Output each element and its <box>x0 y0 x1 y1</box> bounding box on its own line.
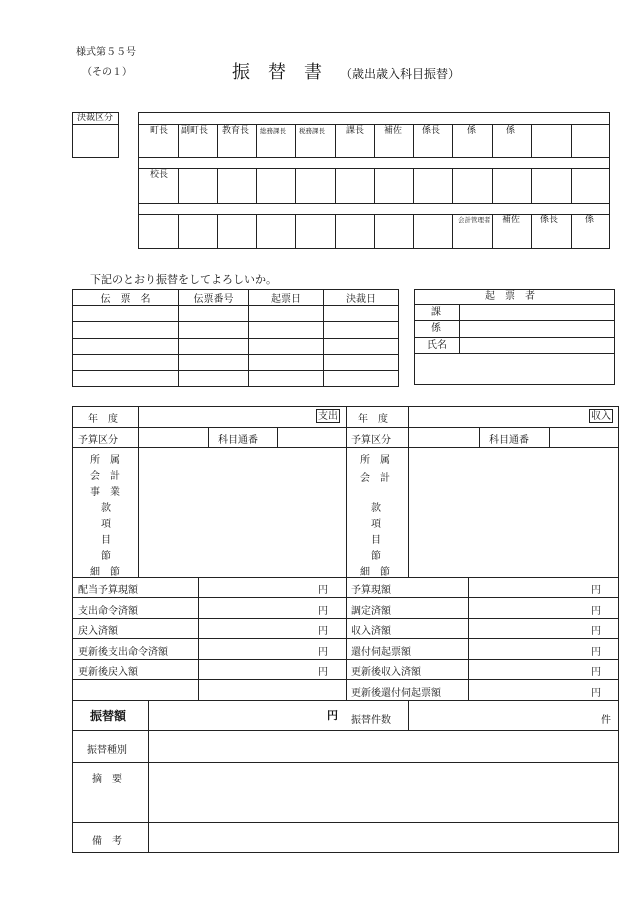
left-nendo-field[interactable] <box>139 407 311 426</box>
voucher-cell[interactable] <box>73 371 179 387</box>
right-item: 節 <box>371 551 381 562</box>
kamoku-tsuban-label: 科目通番 <box>489 435 529 446</box>
left-amount-label: 更新後支出命令済額 <box>78 647 168 658</box>
voucher-cell[interactable] <box>324 306 399 322</box>
right-item: 細 節 <box>360 567 390 578</box>
voucher-cell[interactable] <box>324 355 399 371</box>
voucher-cell[interactable] <box>249 355 324 371</box>
voucher-header: 決裁日 <box>324 290 399 306</box>
nendo-label: 年 度 <box>358 414 388 425</box>
stamp-label: 補佐 <box>502 215 521 225</box>
voucher-table <box>72 289 399 387</box>
furikae-shubetsu-label: 振替種別 <box>87 745 127 756</box>
left-item: 細 節 <box>90 567 120 578</box>
biko-label: 備 考 <box>92 836 122 847</box>
right-account-field[interactable] <box>409 448 618 576</box>
stamp-label: 総務課長 <box>260 127 286 135</box>
furikae-shubetsu-field[interactable] <box>149 731 618 761</box>
issuer-row-label: 課 <box>431 307 441 318</box>
voucher-cell[interactable] <box>73 355 179 371</box>
shunyu-tag: 収入 <box>591 411 611 422</box>
yen-unit: 円 <box>318 585 328 596</box>
form-number: 様式第５５号 <box>76 47 136 58</box>
stamp-label: 教育長 <box>222 126 250 136</box>
furikae-gaku-label: 振替額 <box>90 709 127 723</box>
stamp-label: 町長 <box>150 126 169 136</box>
right-item: 会 計 <box>360 473 390 484</box>
yen-unit: 円 <box>318 626 328 637</box>
yen-unit: 円 <box>318 647 328 658</box>
voucher-cell[interactable] <box>73 306 179 322</box>
voucher-cell[interactable] <box>179 306 249 322</box>
left-yosan-kubun-field[interactable] <box>139 428 207 446</box>
yosan-kubun-label: 予算区分 <box>78 435 118 446</box>
nendo-label: 年 度 <box>88 414 118 425</box>
kamoku-tsuban-label: 科目通番 <box>218 435 258 446</box>
left-amount-label: 配当予算現額 <box>78 585 138 596</box>
voucher-cell[interactable] <box>179 339 249 355</box>
left-item: 目 <box>101 535 111 546</box>
right-amount-label: 還付伺起票額 <box>351 647 411 658</box>
shishutsu-tag: 支出 <box>318 411 338 422</box>
issuer-row-label: 係 <box>431 323 441 334</box>
yen-unit: 円 <box>318 667 328 678</box>
yen-unit: 円 <box>591 585 601 596</box>
right-amount-label: 予算現額 <box>351 585 391 596</box>
voucher-cell[interactable] <box>73 339 179 355</box>
stamp-label: 税務課長 <box>299 127 325 135</box>
right-item: 項 <box>371 519 381 530</box>
yen-unit: 円 <box>591 626 601 637</box>
left-amount-label: 更新後戻入額 <box>78 667 138 678</box>
left-kamoku-tsuban-field[interactable] <box>278 428 345 446</box>
voucher-cell[interactable] <box>324 371 399 387</box>
yosan-kubun-label: 予算区分 <box>351 435 391 446</box>
voucher-cell[interactable] <box>324 339 399 355</box>
left-item: 項 <box>101 519 111 530</box>
stamp-label: 係 <box>585 215 595 225</box>
left-item: 所 属 <box>90 455 120 466</box>
left-amount-label: 支出命令済額 <box>78 606 138 617</box>
left-account-field[interactable] <box>139 448 345 576</box>
right-nendo-field[interactable] <box>409 407 584 426</box>
furikae-kensu-field[interactable] <box>409 701 597 729</box>
tekiyo-field[interactable] <box>149 763 618 821</box>
form-sub: （その１） <box>82 67 132 78</box>
right-amount-label: 収入済額 <box>351 626 391 637</box>
voucher-header: 起票日 <box>249 290 324 306</box>
right-amount-label: 調定済額 <box>351 606 391 617</box>
voucher-cell[interactable] <box>179 322 249 339</box>
intro-text: 下記のとおり振替をしてよろしいか。 <box>90 273 277 286</box>
page-title: 振 替 書 <box>232 62 322 83</box>
voucher-cell[interactable] <box>179 355 249 371</box>
yen-unit: 円 <box>591 606 601 617</box>
stamp-label: 校長 <box>150 170 169 180</box>
yen-unit: 円 <box>327 709 338 722</box>
yen-unit: 円 <box>591 647 601 658</box>
ken-unit: 件 <box>601 715 611 726</box>
stamp-label: 係長 <box>540 215 559 225</box>
voucher-cell[interactable] <box>249 339 324 355</box>
right-item: 所 属 <box>360 455 390 466</box>
stamp-label: 会計管理者 <box>458 216 491 224</box>
right-yosan-kubun-field[interactable] <box>409 428 478 446</box>
voucher-header: 伝 票 名 <box>73 290 179 306</box>
stamp-label: 係 <box>506 126 516 136</box>
right-amount-label: 更新後収入済額 <box>351 667 421 678</box>
left-item: 款 <box>101 503 111 514</box>
stamp-label: 副町長 <box>181 126 209 136</box>
page-subtitle: （歳出歳入科目振替） <box>340 67 461 81</box>
issuer-title: 起 票 者 <box>485 291 535 302</box>
furikae-kensu-label: 振替件数 <box>351 715 391 726</box>
voucher-cell[interactable] <box>249 322 324 339</box>
right-amount-label: 更新後還付伺起票額 <box>351 688 441 699</box>
right-item: 目 <box>371 535 381 546</box>
right-item: 款 <box>371 503 381 514</box>
voucher-cell[interactable] <box>73 322 179 339</box>
biko-field[interactable] <box>149 823 618 852</box>
issuer-row-label: 氏名 <box>427 340 447 351</box>
kessai-kubun-label: 決裁区分 <box>77 113 114 123</box>
stamp-label: 係 <box>467 126 477 136</box>
left-amount-label: 戻入済額 <box>78 626 118 637</box>
left-item: 会 計 <box>90 471 120 482</box>
voucher-cell[interactable] <box>249 306 324 322</box>
stamp-label: 係長 <box>422 126 441 136</box>
yen-unit: 円 <box>318 606 328 617</box>
voucher-header: 伝票番号 <box>179 290 249 306</box>
stamp-label: 課長 <box>346 126 365 136</box>
left-item: 事 業 <box>90 487 120 498</box>
right-kamoku-tsuban-field[interactable] <box>550 428 618 446</box>
furikae-gaku-field[interactable] <box>149 701 324 729</box>
left-item: 節 <box>101 551 111 562</box>
stamp-label: 補佐 <box>384 126 403 136</box>
tekiyo-label: 摘 要 <box>92 774 122 785</box>
voucher-cell[interactable] <box>249 371 324 387</box>
voucher-cell[interactable] <box>179 371 249 387</box>
voucher-cell[interactable] <box>324 322 399 339</box>
yen-unit: 円 <box>591 667 601 678</box>
yen-unit: 円 <box>591 688 601 699</box>
